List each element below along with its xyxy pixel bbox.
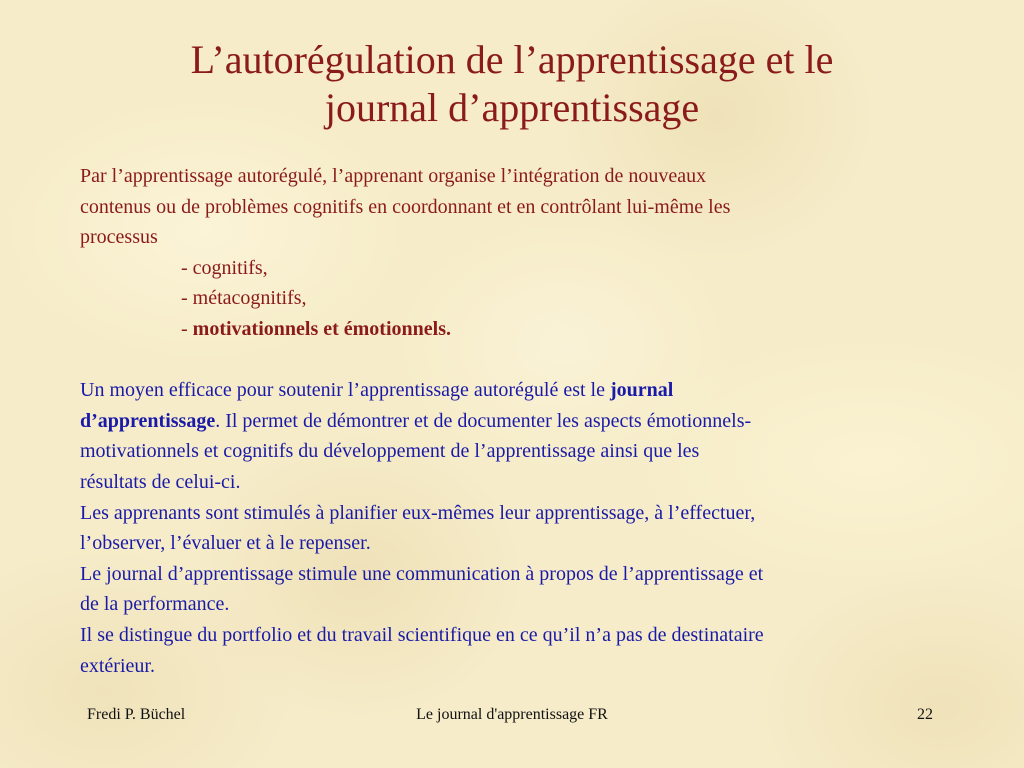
paragraph-spacer: [80, 345, 970, 376]
process-item-cognitive: - cognitifs,: [181, 256, 268, 279]
process-item-prefix: -: [181, 317, 193, 340]
page-number: 22: [917, 706, 933, 723]
body-line: [80, 406, 970, 437]
process-item-motivational-label: motivationnels et émotionnels.: [192, 317, 451, 340]
journal-term-part-2: d’apprentissage: [80, 409, 216, 432]
intro-line: contenus ou de problèmes cognitifs en coordonnant et en contrôlant lui-même les: [80, 195, 731, 218]
body-line: de la performance.: [80, 593, 230, 616]
slide-title-line-2: journal d’apprentissage: [324, 85, 700, 130]
body-line: motivationnels et cognitifs du développement de l’apprentissage ainsi que les: [80, 440, 700, 463]
body-line: l’observer, l’évaluer et à le repenser.: [80, 532, 371, 555]
body-line: extérieur.: [80, 654, 155, 677]
footer-title: Le journal d'apprentissage FR: [416, 706, 608, 723]
body-text: Un moyen efficace pour soutenir l’apprentissage autorégulé est le: [80, 379, 610, 402]
process-item-motivational: [80, 314, 970, 345]
intro-line: Par l’apprentissage autorégulé, l’apprenant organise l’intégration de nouveaux: [80, 165, 707, 187]
journal-term-part-1: journal: [610, 379, 674, 402]
body-line: [80, 375, 970, 406]
process-item-metacognitive: - métacognitifs,: [181, 287, 307, 310]
slide-title: [60, 36, 964, 132]
body-text: . Il permet de démontrer et de documenter les aspects émotionnels-: [215, 409, 752, 432]
body-line: Il se distingue du portfolio et du travail scientifique en ce qu’il n’a pas de destinataire: [80, 623, 764, 646]
slide-title-line-1: L’autorégulation de l’apprentissage et le: [190, 37, 834, 82]
body-line: résultats de celui-ci.: [80, 470, 241, 493]
footer-author: Fredi P. Büchel: [87, 706, 186, 723]
slide-body: [80, 161, 970, 681]
intro-line: processus: [80, 226, 158, 249]
body-line: Les apprenants sont stimulés à planifier eux-mêmes leur apprentissage, à l’effectuer,: [80, 501, 756, 524]
intro-paragraph: [80, 161, 970, 345]
body-line: Le journal d’apprentissage stimule une communication à propos de l’apprentissage et: [80, 562, 764, 585]
journal-paragraph: [80, 375, 970, 681]
